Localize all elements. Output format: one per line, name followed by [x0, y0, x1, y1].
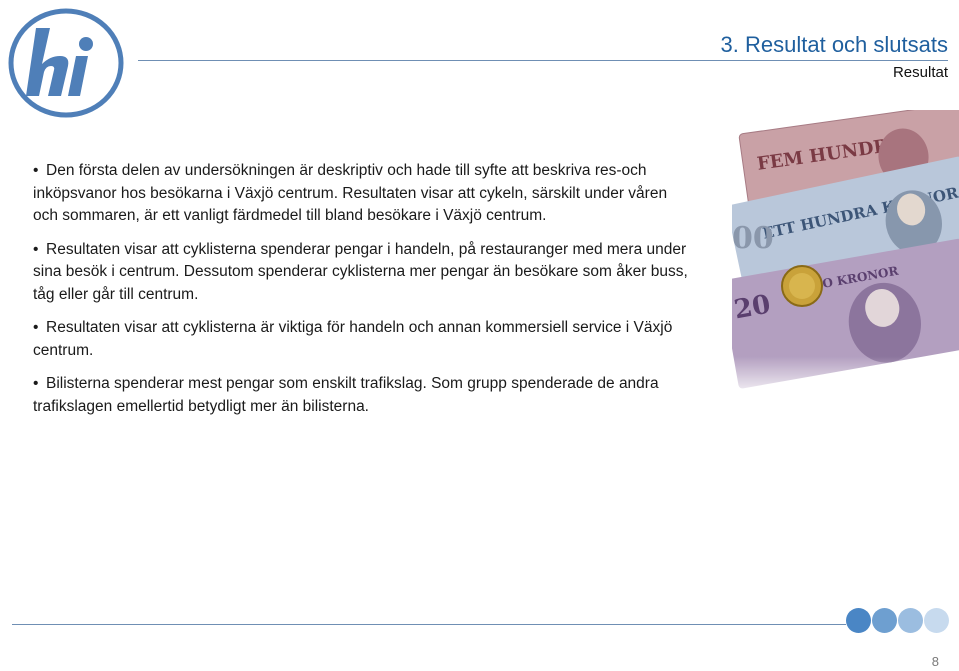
bullet-text: Bilisterna spenderar mest pengar som enskilt trafikslag. Som grupp spenderade de andra trafikslagen emellertid betydligt mer än bilisterna. [33, 375, 659, 415]
page-title: 3. Resultat och slutsats [720, 32, 948, 57]
bullet-marker: • [33, 319, 39, 336]
bullet-text: Resultaten visar att cyklisterna spenderar pengar i handeln, på restauranger med mera under sina besök i centrum. Dessutom spenderar cyklisterna mer pengar än besökare som åker buss, tåg eller går till centrum. [33, 240, 688, 303]
bullet-marker: • [33, 240, 39, 258]
svg-text:hi: hi [66, 101, 67, 102]
bullet-text: Den första delen av undersökningen är deskriptiv och hade till syfte att beskriva res-och inköpsvanor hos besökarna i Växjö centrum. Resultaten visar att cykeln, särskilt under våren och sommaren, är ett vanligt färdmedel till bland besökare i Växjö centrum. [33, 162, 668, 224]
bullet-text: Resultaten visar att cyklisterna är viktiga för handeln och annan kommersiell service i Växjö centrum. [33, 319, 673, 359]
banknotes-image [732, 110, 959, 400]
footer-dot [924, 608, 949, 633]
page-subtitle: Resultat [892, 64, 948, 81]
hi-logo-icon [6, 6, 126, 120]
bullet-item [33, 373, 693, 418]
bullet-marker: • [33, 162, 39, 179]
bullet-marker: • [33, 375, 39, 392]
bullet-item [33, 239, 693, 307]
footer-dot [872, 608, 897, 633]
header-divider [138, 60, 948, 61]
bullet-item [33, 160, 693, 228]
bullet-list [33, 160, 693, 429]
page-number: 8 [931, 654, 939, 669]
bullet-item [33, 317, 693, 362]
footer-dot [898, 608, 923, 633]
footer-divider [12, 624, 846, 625]
footer-dot [846, 608, 871, 633]
